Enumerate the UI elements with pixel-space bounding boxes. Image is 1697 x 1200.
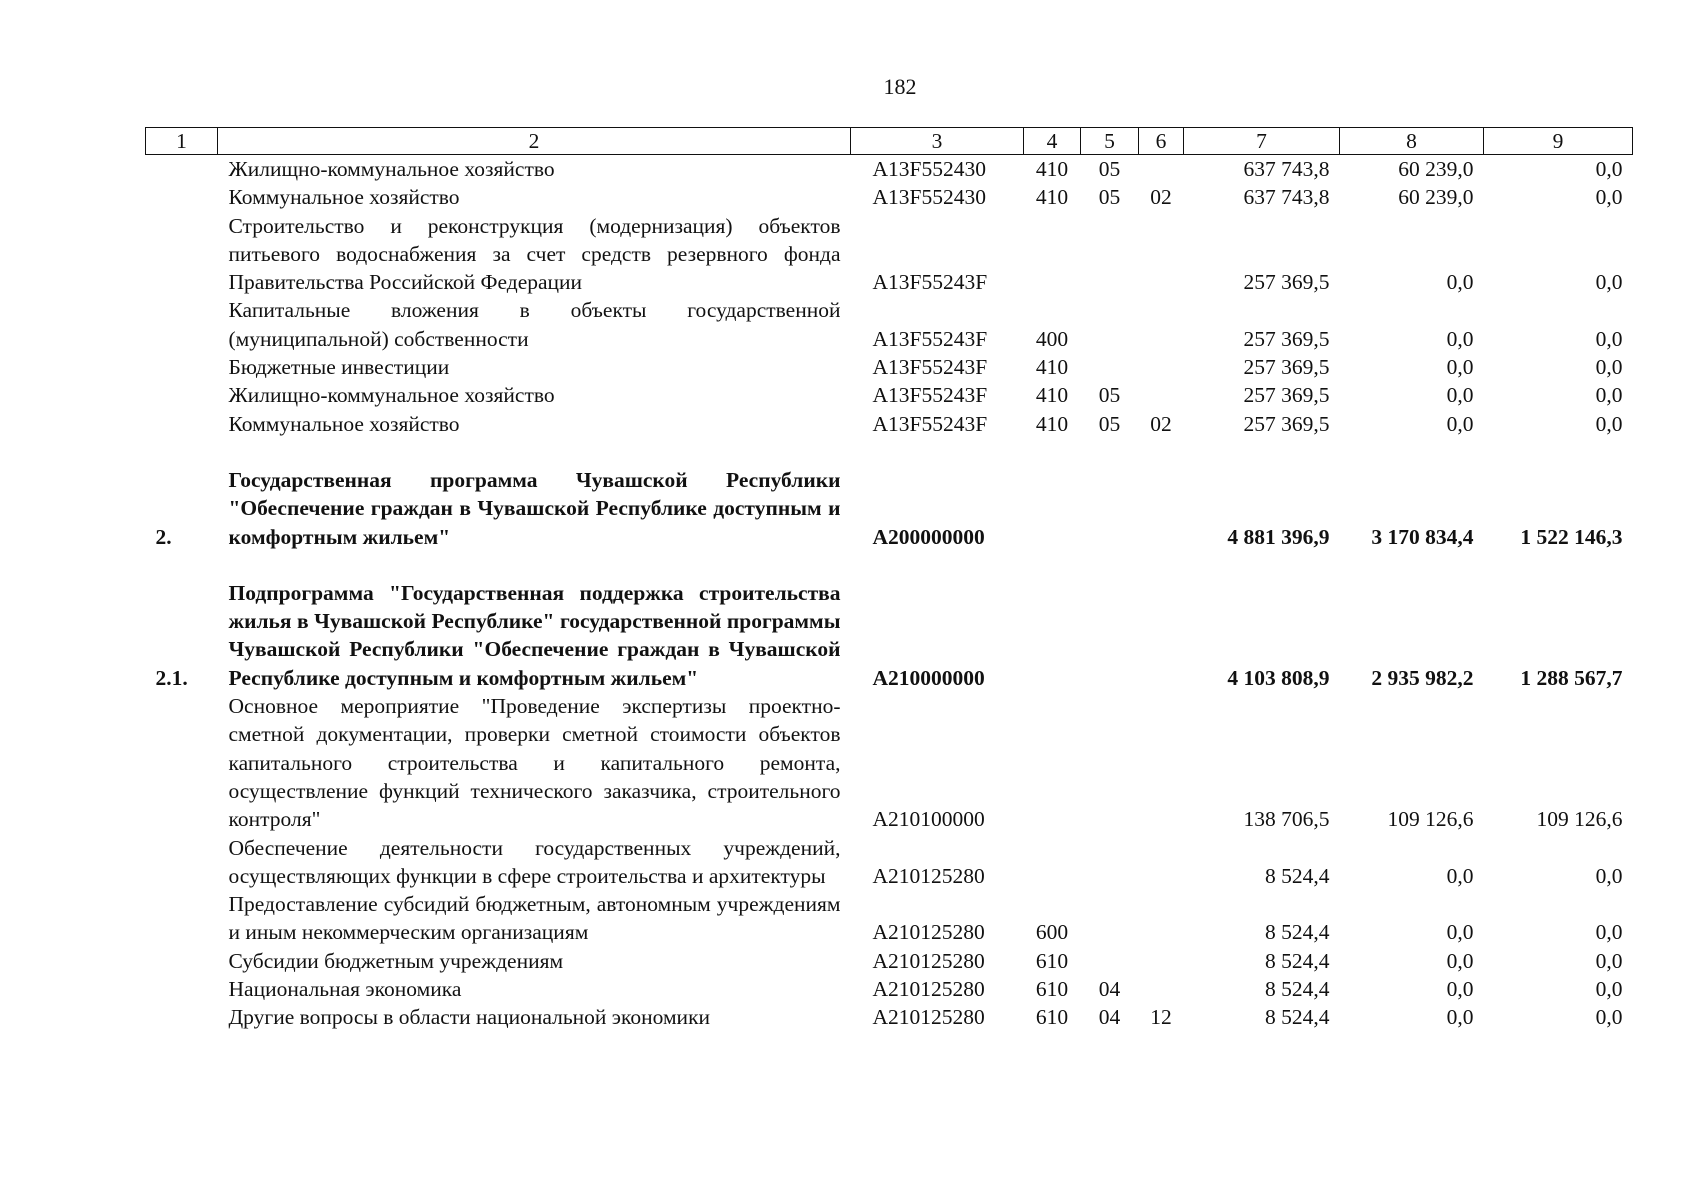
row-name: Обеспечение деятельности государственных учреждений, осуществляющих функции в сфере строительства и архитектуры bbox=[228, 835, 841, 888]
row-amount-7: 8 524,4 bbox=[1265, 920, 1330, 945]
row-code: А210100000 bbox=[872, 807, 985, 832]
table-row bbox=[146, 183, 1633, 211]
table-row bbox=[146, 353, 1633, 381]
row-amount-7: 8 524,4 bbox=[1265, 863, 1330, 888]
row-number bbox=[146, 890, 218, 947]
row-amount-8: 0,0 bbox=[1446, 270, 1474, 295]
row-code: А210125280 bbox=[872, 920, 985, 945]
row-amount-7: 257 369,5 bbox=[1243, 355, 1330, 380]
row-number bbox=[146, 834, 218, 891]
header-col-6: 6 bbox=[1139, 128, 1184, 155]
row-col-5 bbox=[1081, 212, 1139, 297]
row-amount-8: 0,0 bbox=[1446, 1005, 1474, 1030]
row-code: А210125280 bbox=[872, 948, 985, 973]
row-name: Субсидии бюджетным учреждениям bbox=[228, 948, 564, 973]
row-name: Основное мероприятие "Проведение экспертизы проектно-сметной документации, проверки сметной стоимости объектов капитального строительства и капитального ремонта, осуществление функций технического заказчика, строительного контроля" bbox=[228, 694, 841, 832]
table-row bbox=[146, 692, 1633, 833]
row-col-5: 05 bbox=[1098, 157, 1121, 181]
page-number-text: 182 bbox=[883, 74, 917, 99]
row-amount-9: 0,0 bbox=[1595, 920, 1623, 945]
row-amount-8: 0,0 bbox=[1446, 863, 1474, 888]
row-col-6 bbox=[1139, 381, 1184, 409]
row-name: Подпрограмма "Государственная поддержка строительства жилья в Чувашской Республике" государственной программы Чувашской Республики "Обеспечение граждан в Чувашской Республике доступным и комфортным жильем" bbox=[228, 580, 841, 690]
row-col-4: 410 bbox=[1035, 383, 1069, 408]
row-amount-7: 8 524,4 bbox=[1265, 977, 1330, 1002]
row-amount-8: 0,0 bbox=[1446, 920, 1474, 945]
row-amount-8: 60 239,0 bbox=[1398, 185, 1474, 210]
header-col-4: 4 bbox=[1024, 128, 1081, 155]
row-amount-8: 0,0 bbox=[1446, 948, 1474, 973]
row-amount-9: 109 126,6 bbox=[1536, 807, 1623, 832]
row-col-6: 02 bbox=[1150, 185, 1172, 210]
row-amount-8: 0,0 bbox=[1446, 383, 1474, 408]
row-amount-9: 0,0 bbox=[1595, 977, 1623, 1002]
row-col-4: 600 bbox=[1035, 920, 1069, 945]
header-col-9: 9 bbox=[1484, 128, 1633, 155]
row-code: А210000000 bbox=[872, 665, 985, 690]
spacer-cell bbox=[146, 438, 1633, 466]
row-amount-7: 8 524,4 bbox=[1265, 1005, 1330, 1030]
row-col-4: 610 bbox=[1035, 977, 1069, 1002]
row-col-4 bbox=[1024, 692, 1081, 833]
row-col-5: 05 bbox=[1098, 383, 1121, 408]
table-row bbox=[146, 834, 1633, 891]
row-col-4: 410 bbox=[1035, 355, 1069, 380]
row-number bbox=[146, 692, 218, 833]
row-col-4 bbox=[1024, 834, 1081, 891]
row-amount-8: 0,0 bbox=[1446, 411, 1474, 436]
row-col-6 bbox=[1139, 155, 1184, 184]
row-name: Предоставление субсидий бюджетным, автономным учреждениям и иным некоммерческим организациям bbox=[228, 892, 841, 945]
row-col-5 bbox=[1081, 579, 1139, 692]
row-col-5: 05 bbox=[1098, 411, 1121, 436]
row-amount-8: 2 935 982,2 bbox=[1371, 665, 1474, 690]
row-code: А13F55243F bbox=[872, 383, 988, 408]
row-code: А210125280 bbox=[872, 863, 985, 888]
table-row bbox=[146, 212, 1633, 297]
row-number bbox=[146, 183, 218, 211]
row-amount-9: 0,0 bbox=[1595, 863, 1623, 888]
row-code: А13F55243F bbox=[872, 411, 988, 436]
row-amount-7: 637 743,8 bbox=[1243, 185, 1330, 210]
row-amount-9: 0,0 bbox=[1595, 948, 1623, 973]
table-header bbox=[146, 128, 1633, 155]
row-name: Жилищно-коммунальное хозяйство bbox=[228, 383, 555, 408]
row-col-4: 400 bbox=[1035, 326, 1069, 351]
row-code: А13F55243F bbox=[872, 270, 988, 295]
row-col-4: 410 bbox=[1035, 185, 1069, 210]
row-amount-9: 0,0 bbox=[1595, 1005, 1623, 1030]
header-col-5: 5 bbox=[1081, 128, 1139, 155]
row-col-4 bbox=[1024, 212, 1081, 297]
row-col-6 bbox=[1139, 466, 1184, 551]
row-amount-8: 3 170 834,4 bbox=[1371, 524, 1474, 549]
table-row bbox=[146, 381, 1633, 409]
row-number bbox=[146, 381, 218, 409]
table-row bbox=[146, 155, 1633, 184]
row-amount-9: 0,0 bbox=[1595, 326, 1623, 351]
row-amount-9: 1 522 146,3 bbox=[1520, 524, 1623, 549]
row-col-5: 05 bbox=[1098, 185, 1121, 210]
row-amount-9: 0,0 bbox=[1595, 157, 1623, 181]
row-col-5 bbox=[1081, 296, 1139, 353]
spacer-row bbox=[146, 438, 1633, 466]
table-body bbox=[146, 155, 1633, 1032]
row-number bbox=[146, 296, 218, 353]
row-amount-7: 257 369,5 bbox=[1243, 411, 1330, 436]
row-name: Капитальные вложения в объекты государственной (муниципальной) собственности bbox=[228, 298, 841, 351]
row-col-6: 02 bbox=[1150, 411, 1172, 436]
header-col-1: 1 bbox=[146, 128, 218, 155]
row-amount-7: 257 369,5 bbox=[1243, 270, 1330, 295]
row-name: Коммунальное хозяйство bbox=[228, 185, 460, 210]
row-amount-9: 1 288 567,7 bbox=[1520, 665, 1623, 690]
row-col-6 bbox=[1139, 890, 1184, 947]
row-code: А210125280 bbox=[872, 1005, 985, 1030]
row-col-6 bbox=[1139, 975, 1184, 1003]
row-amount-8: 0,0 bbox=[1446, 326, 1474, 351]
row-col-5 bbox=[1081, 890, 1139, 947]
page-number bbox=[0, 74, 1697, 100]
table-row bbox=[146, 296, 1633, 353]
header-col-3: 3 bbox=[851, 128, 1024, 155]
row-col-5 bbox=[1081, 466, 1139, 551]
row-amount-8: 0,0 bbox=[1446, 355, 1474, 380]
header-col-2: 2 bbox=[218, 128, 851, 155]
row-code: А200000000 bbox=[872, 524, 985, 549]
row-name: Коммунальное хозяйство bbox=[228, 411, 460, 436]
row-code: А13F552430 bbox=[872, 185, 986, 210]
row-name: Бюджетные инвестиции bbox=[228, 355, 450, 380]
row-col-6 bbox=[1139, 579, 1184, 692]
row-col-5 bbox=[1081, 834, 1139, 891]
row-col-5: 04 bbox=[1098, 1005, 1121, 1030]
row-amount-9: 0,0 bbox=[1595, 411, 1623, 436]
row-col-6 bbox=[1139, 353, 1184, 381]
row-amount-9: 0,0 bbox=[1595, 270, 1623, 295]
row-number: 2. bbox=[155, 524, 172, 549]
row-code: А13F55243F bbox=[872, 355, 988, 380]
row-amount-9: 0,0 bbox=[1595, 383, 1623, 408]
row-number bbox=[146, 353, 218, 381]
row-code: А13F552430 bbox=[872, 157, 986, 181]
table-row bbox=[146, 410, 1633, 438]
row-amount-7: 257 369,5 bbox=[1243, 326, 1330, 351]
row-col-6 bbox=[1139, 296, 1184, 353]
row-number bbox=[146, 975, 218, 1003]
row-amount-9: 0,0 bbox=[1595, 355, 1623, 380]
table-row bbox=[146, 1003, 1633, 1031]
row-amount-7: 4 881 396,9 bbox=[1227, 524, 1330, 549]
row-name: Другие вопросы в области национальной экономики bbox=[228, 1005, 711, 1030]
row-col-5 bbox=[1081, 353, 1139, 381]
row-amount-8: 60 239,0 bbox=[1398, 157, 1474, 181]
table-row bbox=[146, 947, 1633, 975]
row-col-5: 04 bbox=[1098, 977, 1121, 1002]
row-amount-7: 637 743,8 bbox=[1243, 157, 1330, 181]
table-row bbox=[146, 579, 1633, 692]
row-col-6 bbox=[1139, 834, 1184, 891]
row-number bbox=[146, 212, 218, 297]
row-amount-8: 0,0 bbox=[1446, 977, 1474, 1002]
row-col-6 bbox=[1139, 947, 1184, 975]
row-col-5 bbox=[1081, 947, 1139, 975]
row-col-4: 610 bbox=[1035, 1005, 1069, 1030]
table-row bbox=[146, 466, 1633, 551]
row-col-4: 610 bbox=[1035, 948, 1069, 973]
row-amount-7: 138 706,5 bbox=[1243, 807, 1330, 832]
row-number bbox=[146, 410, 218, 438]
row-number bbox=[146, 1003, 218, 1031]
header-row bbox=[146, 128, 1633, 155]
header-col-8: 8 bbox=[1340, 128, 1484, 155]
row-col-4: 410 bbox=[1035, 411, 1069, 436]
row-number: 2.1. bbox=[155, 665, 188, 690]
row-name: Строительство и реконструкция (модернизация) объектов питьевого водоснабжения за счет средств резервного фонда Правительства Российской Федерации bbox=[228, 213, 841, 295]
header-col-7: 7 bbox=[1184, 128, 1340, 155]
row-col-4 bbox=[1024, 579, 1081, 692]
row-col-4 bbox=[1024, 466, 1081, 551]
row-number bbox=[146, 947, 218, 975]
row-col-6 bbox=[1139, 692, 1184, 833]
row-amount-7: 4 103 808,9 bbox=[1227, 665, 1330, 690]
row-amount-9: 0,0 bbox=[1595, 185, 1623, 210]
row-code: А13F55243F bbox=[872, 326, 988, 351]
row-amount-7: 8 524,4 bbox=[1265, 948, 1330, 973]
table-row bbox=[146, 975, 1633, 1003]
row-col-6: 12 bbox=[1150, 1005, 1172, 1030]
row-amount-8: 109 126,6 bbox=[1387, 807, 1474, 832]
row-name: Национальная экономика bbox=[228, 977, 462, 1002]
row-amount-7: 257 369,5 bbox=[1243, 383, 1330, 408]
table-row bbox=[146, 890, 1633, 947]
budget-table bbox=[145, 127, 1633, 1032]
row-col-6 bbox=[1139, 212, 1184, 297]
row-number bbox=[146, 155, 218, 184]
row-col-5 bbox=[1081, 692, 1139, 833]
row-col-4: 410 bbox=[1035, 157, 1069, 181]
spacer-cell bbox=[146, 551, 1633, 579]
spacer-row bbox=[146, 551, 1633, 579]
row-code: А210125280 bbox=[872, 977, 985, 1002]
row-name: Государственная программа Чувашской Республики "Обеспечение граждан в Чувашской Республике доступным и комфортным жильем" bbox=[228, 467, 841, 549]
row-name: Жилищно-коммунальное хозяйство bbox=[228, 157, 555, 181]
